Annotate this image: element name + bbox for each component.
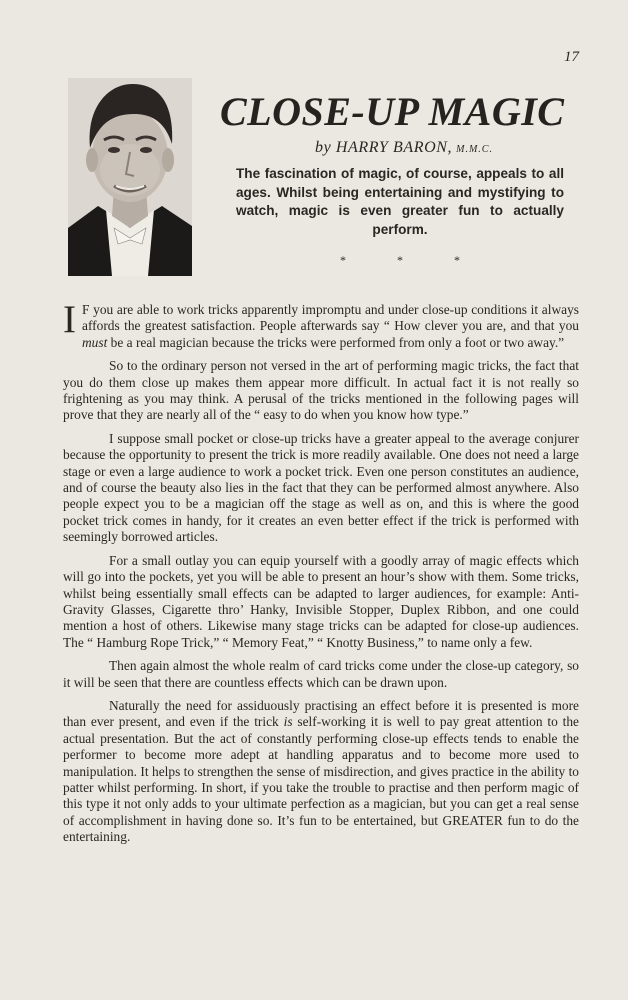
byline — [315, 139, 493, 157]
article-body — [63, 298, 579, 853]
paragraph-1 — [63, 298, 579, 351]
paragraph-1-text-end: be a real magician because the tricks were performed from only a foot or two away.” — [107, 334, 565, 350]
author-portrait-photo — [68, 78, 192, 276]
separator-star: * — [397, 253, 403, 267]
paragraph-6 — [63, 698, 579, 846]
drop-cap: I — [63, 298, 76, 341]
page-number: 17 — [564, 49, 579, 65]
section-separator — [340, 253, 460, 268]
paragraph-3: I suppose small pocket or close-up tricks have a greater appeal to the average conjurer because the opportunity to present the trick is more readily available. One does not need a large stage or even a large audience to work a pocket trick. Even one person constitutes an audience, and of course the beauty also lies in the fact that they can be performed almost anywhere. Also people expect you to be a magician off the stage as well as on, and this is where the good pocket trick comes in handy, for it creates an even better effect if the trick is performed with seemingly borrowed articles. — [63, 430, 579, 545]
paragraph-1-text: F you are able to work tricks apparently impromptu and under close-up conditions it always affords the greatest satisfaction. People afterwards say “ How clever you are, and that you — [82, 302, 579, 334]
article-intro: The fascination of magic, of course, appeals to all ages. Whilst being entertaining and mystifying to watch, magic is even greater fun to actually perform. — [236, 166, 564, 237]
article-title: CLOSE-UP MAGIC — [220, 89, 565, 134]
emphasis-must: must — [82, 334, 108, 350]
byline-credential: M.M.C. — [456, 144, 493, 155]
paragraph-5: Then again almost the whole realm of card tricks come under the close-up category, so it will be seen that there are countless effects which can be drawn upon. — [63, 658, 579, 690]
paragraph-6-text: Naturally the need for assiduously practising an effect before it is presented is more than ever present, and even if the trick — [63, 697, 579, 730]
separator-star: * — [454, 253, 460, 267]
paragraph-6-text-end: self-working it is well to pay great attention to the actual presentation. But the act of constantly performing close-up effects tends to enable the performer to become more adept at handling apparatus and to become more used to manipulation. It helps to strengthen the sense of misdirection, and gives practice in the ability to patter whilst performing. In short, if you take the trouble to practise and then perform magic of this type it not only adds to your ultimate perfection as a magician, but you can get a real sense of accomplishment in having done so. It’s fun to be entertained, but GREATER fun to do the entertaining. — [63, 714, 579, 845]
byline-author: by HARRY BARON, — [315, 139, 453, 156]
paragraph-4: For a small outlay you can equip yourself with a goodly array of magic effects which will go into the pockets, yet you will be able to present an hour’s show with them. Some tricks, whilst being essentially small effects can be adapted to larger audiences, for example: Anti-Gravity Glasses, Cigarette thro’ Hanky, Invisible Stopper, Duplex Ribbon, and one could mention a host of others. Likewise many stage tricks can be adapted for close-up audiences. The “ Hamburg Rope Trick,” “ Memory Feat,” “ Knotty Business,” to name only a few. — [63, 552, 579, 650]
portrait-illustration — [68, 78, 192, 276]
separator-star: * — [340, 253, 346, 267]
paragraph-2: So to the ordinary person not versed in the art of performing magic tricks, the fact that you do them close up makes them appear more difficult. In actual fact it is not really so frightening as you may think. A perusal of the tricks mentioned in the following pages will prove that they are nearly all of the “ easy to do when you know how type.” — [63, 358, 579, 423]
emphasis-is: is — [283, 714, 293, 730]
